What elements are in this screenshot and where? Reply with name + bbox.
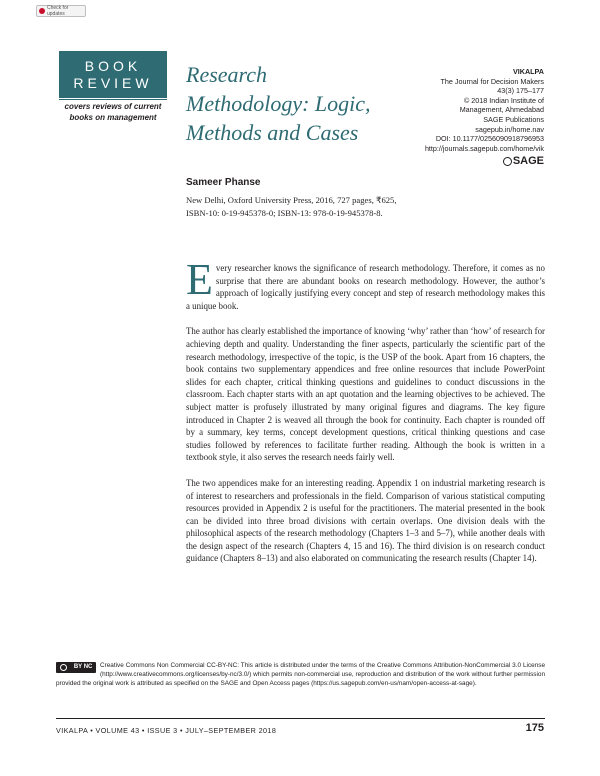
section-label-line1: BOOK — [84, 58, 142, 74]
crossmark-icon — [39, 8, 45, 14]
creative-commons-icon — [56, 662, 96, 673]
body-paragraph: The two appendices make for an interesting reading. Appendix 1 on industrial marketing research is of interest to researchers and professionals in the field. Comparison of various statistical computing resources provided in Appendix 2 is useful for the practitioners. The material presented in the book can be divided into three broad divisions with certain overlaps. One division deals with the philosophical aspects of the research methodology (Chapters 1–3 and 5–7), while another deals with the design aspect of the research (Chapters 4, 15 and 16). The third division is on research conduct guidance (Chapters 8–13) and also elaborated on communicating the research results (Chapter 14). — [186, 477, 545, 564]
copyright-line: Management, Ahmedabad — [459, 105, 544, 115]
check-updates-label: Check for updates — [47, 5, 69, 17]
title-line: Methodology: Logic, — [186, 91, 371, 116]
cc-badge-label: BY NC — [73, 664, 93, 670]
journal-volume: 43(3) 175–177 — [497, 86, 544, 96]
publication-info: New Delhi, Oxford University Press, 2016, 727 pages, ₹625, — [186, 195, 397, 205]
book-details — [186, 194, 486, 219]
body-paragraph: The author has clearly established the importance of knowing ‘why’ rather than ‘how’ of research for achieving depth and quality. Understanding the finer aspects, particularly the scientific part of the research methodology, irrespective of the topic, is the USP of the book. Apart from 16 chapters, the book contains two supplementary appendices and free online resources that include PowerPoint slides for each chapter, critical thinking questions and guidelines to conduct discussions in the classroom. Each chapter starts with an apt quotation and the learning objectives to be achieved. The subject matter is profusely illustrated by many original figures and diagrams. The key figure introduced in Chapter 2 is weaved all through the book for continuity. Each chapter is rounded off by a summary, key terms, concept development questions, critical thinking questions and case studies followed by references to facilitate further reading. Although the book is written in a textbook style, it also serves the research needs fairly well. — [186, 326, 545, 463]
copyright-line: © 2018 Indian Institute of — [463, 95, 544, 105]
title-line: Methods and Cases — [186, 120, 359, 145]
page-number: 175 — [525, 722, 544, 734]
journal-subtitle: The Journal for Decision Makers — [440, 76, 544, 86]
sage-logo-text: SAGE — [512, 155, 544, 167]
section-caption: covers reviews of current books on management — [59, 101, 167, 123]
doi-link[interactable]: DOI: 10.1177/0256090918796953 — [435, 134, 544, 144]
publisher-link[interactable]: sagepub.in/home.nav — [475, 124, 544, 134]
title-line: Research — [186, 62, 268, 87]
journal-metadata — [344, 67, 544, 153]
cc-circle-icon — [60, 664, 67, 671]
sage-logo — [503, 155, 544, 167]
license-text: Creative Commons Non Commercial CC-BY-NC: This article is distributed under the terms of the Creative Commons Attribution-NonCommercial 3.0 License (http://www.creativecommons.org/licenses/by-nc/3.0/) which permits non-commercial use, reproduction and distribution of the work without further permission provided the original work is attributed as specified on the SAGE and Open Access pages (https://us.sagepub.com/en-us/nam/open-access-at-sage). — [56, 662, 545, 687]
section-label-line2: REVIEW — [73, 75, 153, 91]
check-for-updates-badge[interactable] — [36, 5, 86, 17]
license-notice — [56, 661, 545, 688]
section-label — [59, 51, 167, 98]
footer-divider — [56, 718, 545, 719]
sage-circle-icon — [503, 157, 512, 166]
journal-url-link[interactable]: http://journals.sagepub.com/home/vik — [424, 143, 544, 153]
author-name: Sameer Phanse — [186, 177, 261, 188]
journal-name: VIKALPA — [512, 67, 544, 76]
running-head: VIKALPA • VOLUME 43 • ISSUE 3 • JULY–SEPTEMBER 2018 — [56, 726, 277, 735]
review-body — [186, 255, 545, 578]
publisher-name: SAGE Publications — [483, 114, 544, 124]
body-paragraph: Every researcher knows the significance of research methodology. Therefore, it comes as no surprise that there are abundant books on research methodology. However, the author’s approach of logically justifying every concept and step of research methodology makes this a unique book. — [186, 255, 545, 311]
isbn-info: ISBN-10: 0-19-945378-0; ISBN-13: 978-0-19-945378-8. — [186, 207, 383, 218]
